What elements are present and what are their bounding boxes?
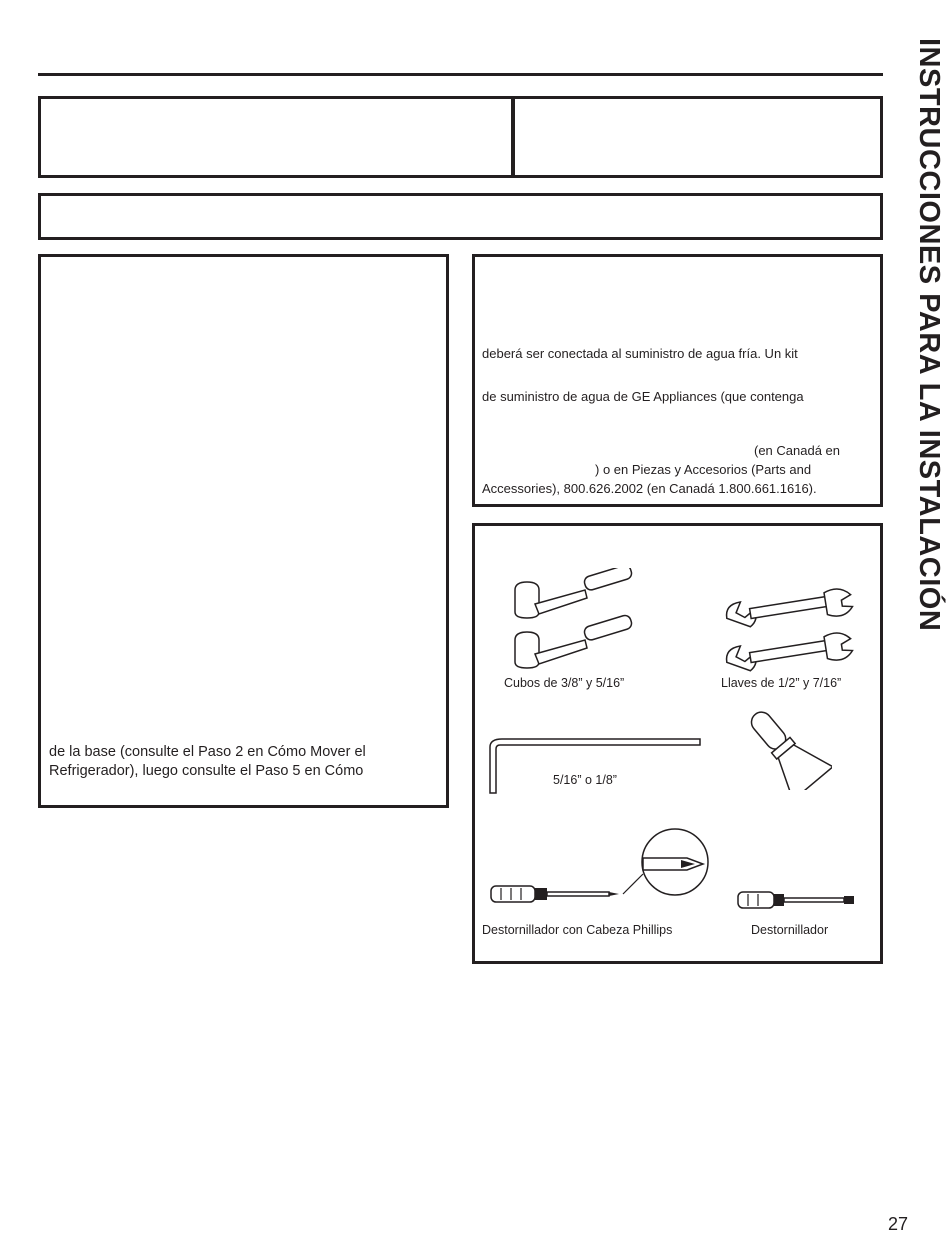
title-bar — [38, 193, 883, 240]
flat-screwdriver-label: Destornillador — [751, 923, 829, 937]
sockets-label: Cubos de 3/8” y 5/16” — [504, 676, 625, 690]
hex-key-label: 5/16” o 1/8” — [553, 773, 617, 787]
water-text-line-5: Accessories), 800.626.2002 (en Canadá 1.800.661.1616). — [482, 481, 817, 496]
page-number: 27 — [888, 1214, 909, 1234]
flat-screwdriver-icon — [736, 888, 858, 914]
water-supply-box — [472, 254, 883, 507]
left-content-box — [38, 254, 449, 808]
side-title: INSTRUCCIONES PARA LA INSTALACIÓN — [913, 38, 945, 632]
water-text-line-4: ) o en Piezas y Accesorios (Parts and — [595, 462, 812, 477]
header-box-left — [38, 96, 515, 178]
header-rule — [38, 73, 883, 76]
water-text-line-3: (en Canadá en — [754, 443, 841, 458]
left-text-line-1: de la base (consulte el Paso 2 en Cómo Mover el — [49, 744, 366, 760]
wrench-icon — [722, 588, 862, 672]
water-text-line-1: deberá ser conectada al suministro de agua fría. Un kit — [482, 346, 798, 361]
water-text-line-2: de suministro de agua de GE Appliances (que contenga — [482, 389, 804, 404]
phillips-label: Destornillador con Cabeza Phillips — [482, 923, 673, 937]
socket-driver-icon — [505, 568, 640, 670]
left-text-line-2: Refrigerador), luego consulte el Paso 5 en Cómo — [49, 763, 364, 779]
phillips-screwdriver-icon — [487, 828, 713, 912]
header-box-right — [511, 96, 883, 178]
putty-knife-icon — [736, 708, 832, 790]
wrenches-label: Llaves de 1/2” y 7/16” — [721, 676, 842, 690]
hex-key-icon — [488, 735, 704, 797]
